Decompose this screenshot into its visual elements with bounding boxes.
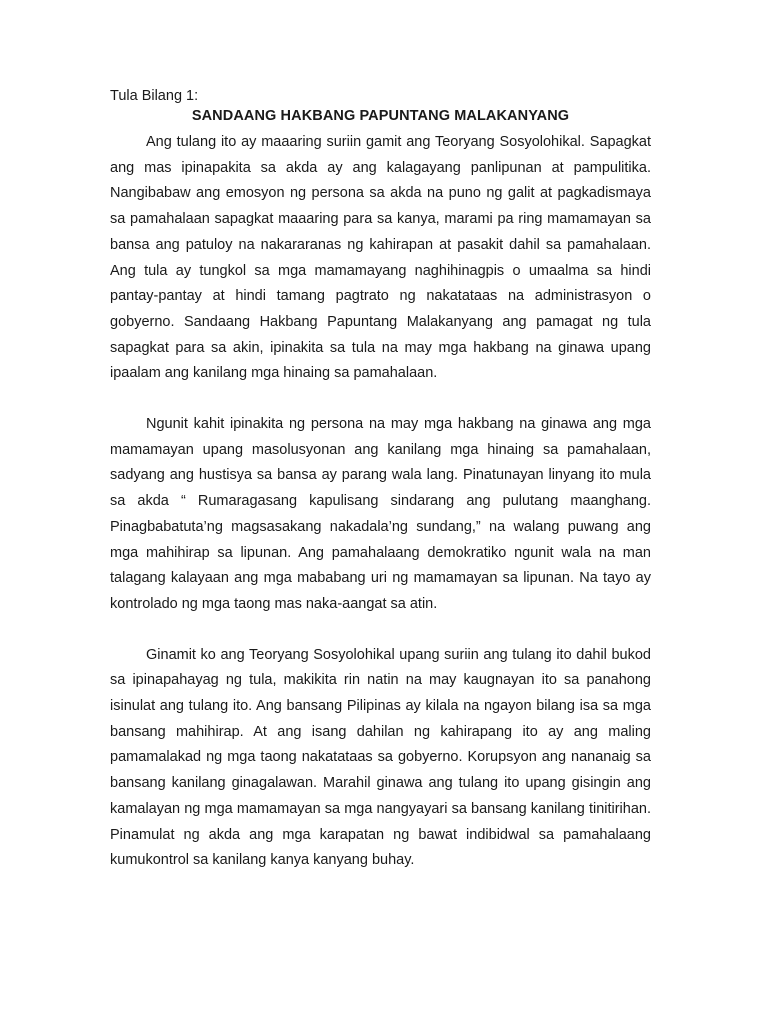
paragraph-spacer xyxy=(110,618,651,643)
document-page xyxy=(110,86,651,874)
poem-number-label: Tula Bilang 1: xyxy=(110,88,199,104)
paragraph-1: Ang tulang ito ay maaaring suriin gamit ang Teoryang Sosyolohikal. Sapagkat ang mas ipinapakita sa akda ay ang kalagayang panlipunan at pampulitika. Nangibabaw ang emosyon ng persona sa akda na puno ng galit at pagkadismaya sa pamahalaan sapagkat maaaring para sa kanya, marami pa ring mamamayan sa bansa ang patuloy na nakararanas ng kahirapan at pasakit dahil sa pamahalaan. Ang tula ay tungkol sa mga mamamayang naghihinagpis o umaalma sa hindi pantay-pantay at hindi tamang pagtrato ng nakatataas na administrasyon o gobyerno. Sandaang Hakbang Papuntang Malakanyang ang pamagat ng tula sapagkat para sa akin, ipinakita sa tula na may mga hakbang na ginawa upang ipaalam ang kanilang mga hinaing sa pamahalaan. xyxy=(110,134,651,382)
poem-title: SANDAANG HAKBANG PAPUNTANG MALAKANYANG xyxy=(191,108,570,124)
paragraph-3: Ginamit ko ang Teoryang Sosyolohikal upang suriin ang tulang ito dahil bukod sa ipinapahayag ng tula, makikita rin natin na may kaugnayan ito sa panahong isinulat ang tulang ito. Ang bansang Pilipinas ay kilala na ngayon bilang isa sa mga bansang mahihirap. At ang isang dahilan ng kahirapang ito ay ang maling pamamalakad ng mga taong nakatataas sa gobyerno. Korupsyon ang nananaig sa bansang kanilang ginagalawan. Marahil ginawa ang tulang ito upang gisingin ang kamalayan ng mga mamamayan sa mga nangyayari sa bansang kanilang tinitirihan. Pinamulat ng akda ang mga karapatan ng bawat indibidwal sa pamahalaang kumukontrol sa kanilang kanya kanyang buhay. xyxy=(110,646,651,869)
paragraph-2: Ngunit kahit ipinakita ng persona na may mga hakbang na ginawa ang mga mamamayan upang masolusyonan ang kanilang mga hinaing sa pamahalaan, sadyang ang hustisya sa bansa ay parang wala lang. Pinatunayan linyang ito mula sa akda “ Rumaragasang kapulisang sindarang ang pulutang maanghang. Pinagbabatuta’ng magsasakang nakadala’ng sundang,” na walang puwang ang mga mahihirap sa lipunan. Ang pamahalaang demokratiko ngunit wala na man talagang kalayaan ang mga mababang uri ng mamamayan sa lipunan. Na tayo ay kontrolado ng mga taong mas naka-aangat sa atin. xyxy=(110,416,651,612)
paragraph-spacer xyxy=(110,387,651,412)
